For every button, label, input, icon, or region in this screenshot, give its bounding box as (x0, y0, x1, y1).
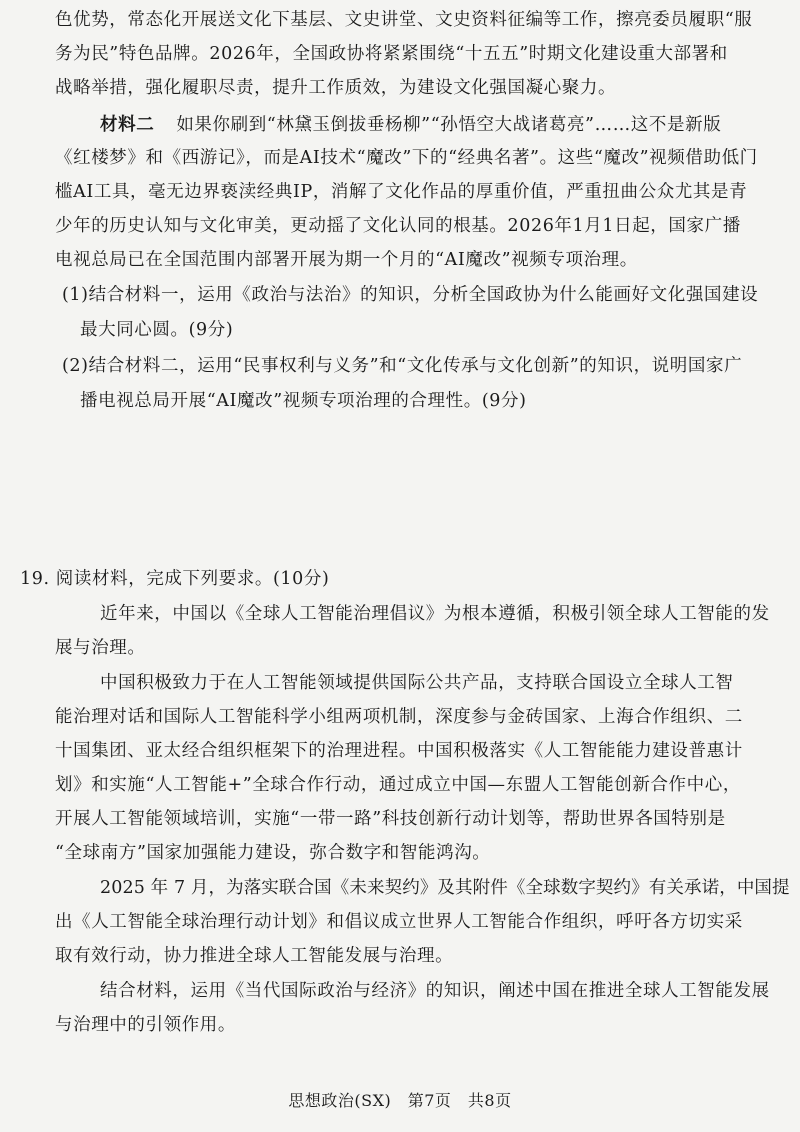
q19-para2-line-5: 开展人工智能领域培训，实施“一带一路”科技创新行动计划等，帮助世界各国特别是 (55, 809, 726, 829)
material2-line-3: 槛AI工具，毫无边界亵渎经典IP，消解了文化作品的厚重价值，严重扭曲公众尤其是青 (55, 182, 748, 202)
q19-para3-line-3: 取有效行动，协力推进全球人工智能发展与治理。 (55, 946, 454, 966)
question-18-1-line-1: (1)结合材料一，运用《政治与法治》的知识，分析全国政协为什么能画好文化强国建设 (62, 285, 759, 305)
q19-para2-line-3: 十国集团、亚太经合组织框架下的治理进程。中国积极落实《人工智能能力建设普惠计 (55, 741, 743, 761)
q19-para2-line-2: 能治理对话和国际人工智能科学小组两项机制，深度参与金砖国家、上海合作组织、二 (55, 707, 743, 727)
material2-label: 材料二 (100, 115, 155, 135)
material2-line-5: 电视总局已在全国范围内部署开展为期一个月的“AI魔改”视频专项治理。 (55, 250, 638, 270)
material2-first-line (100, 113, 721, 137)
q19-task-line-2: 与治理中的引领作用。 (55, 1015, 236, 1035)
material2-line-1: 如果你刷到“林黛玉倒拔垂杨柳”“孙悟空大战诸葛亮”……这不是新版 (176, 115, 722, 135)
q19-para1-line-2: 展与治理。 (55, 638, 146, 658)
page-footer: 思想政治(SX) 第7页 共8页 (288, 1091, 512, 1110)
q19-para2-line-6: “全球南方”国家加强能力建设，弥合数字和智能鸿沟。 (55, 843, 491, 863)
q19-para3-line-2: 出《人工智能全球治理行动计划》和倡议成立世界人工智能合作组织，呼吁各方切实采 (55, 912, 743, 932)
q19-task-line-1: 结合材料，运用《当代国际政治与经济》的知识，阐述中国在推进全球人工智能发展 (100, 981, 770, 1001)
question-18-1-line-2: 最大同心圆。(9分) (80, 320, 234, 340)
material1-tail-line-3: 战略举措，强化履职尽责，提升工作质效，为建设文化强国凝心聚力。 (55, 78, 617, 98)
q19-para3-line-1: 2025 年 7 月，为落实联合国《未来契约》及其附件《全球数字契约》有关承诺，中国提 (100, 878, 790, 898)
q19-para2-line-1: 中国积极致力于在人工智能领域提供国际公共产品，支持联合国设立全球人工智 (100, 673, 734, 693)
q19-para2-line-4: 划》和实施“人工智能+”全球合作行动，通过成立中国—东盟人工智能创新合作中心， (55, 775, 741, 795)
material2-line-2: 《红楼梦》和《西游记》，而是AI技术“魔改”下的“经典名著”。这些“魔改”视频借助低门 (55, 148, 758, 168)
material2-line-4: 少年的历史认知与文化审美，更动摇了文化认同的根基。2026年1月1日起，国家广播 (55, 216, 741, 236)
question-19-title: 19. 阅读材料，完成下列要求。(10分) (20, 569, 330, 589)
question-18-2-line-1: (2)结合材料二，运用“民事权利与义务”和“文化传承与文化创新”的知识，说明国家广 (62, 356, 743, 376)
material1-tail-line-1: 色优势，常态化开展送文化下基层、文史讲堂、文史资料征编等工作，擦亮委员履职“服 (55, 10, 753, 30)
material1-tail-line-2: 务为民”特色品牌。2026年，全国政协将紧紧围绕“十五五”时期文化建设重大部署和 (55, 44, 728, 64)
question-18-2-line-2: 播电视总局开展“AI魔改”视频专项治理的合理性。(9分) (80, 391, 527, 411)
q19-para1-line-1: 近年来，中国以《全球人工智能治理倡议》为根本遵循，积极引领全球人工智能的发 (100, 604, 770, 624)
